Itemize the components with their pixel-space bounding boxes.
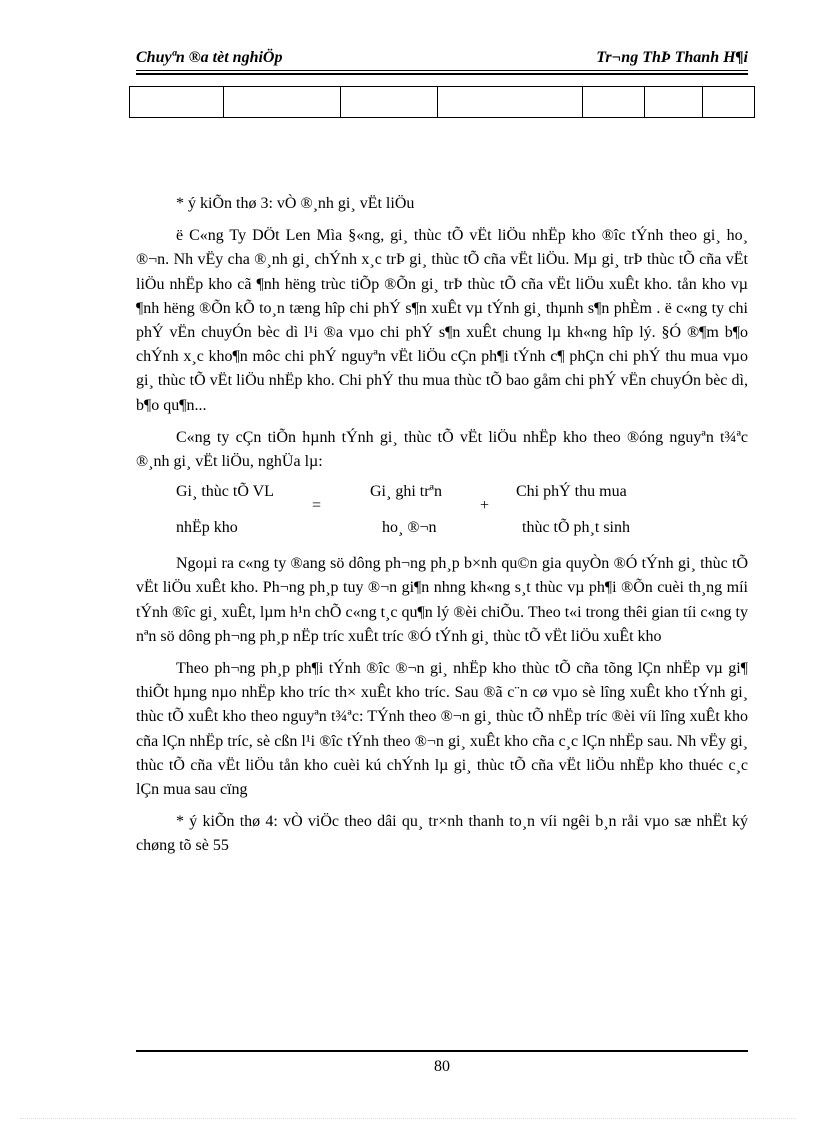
table-cell bbox=[341, 87, 438, 118]
formula-plus: + bbox=[480, 497, 490, 515]
page-edge bbox=[20, 1118, 796, 1119]
table-cell bbox=[224, 87, 341, 118]
paragraph: Theo ph¬ng ph¸p ph¶i tÝnh ®îc ®¬n gi¸ nhËp kho thùc tÕ cña tõng lÇn nhËp vµ gi¶ thiÕt hµng nµo nhËp kho tríc th× xuÊt kho tríc. Sau ®ã c¨n cø vµo sè lîng xuÊt kho tÝnh gi¸ thùc tÕ xuÊt kho theo nguyªn t¾ªc: TÝnh theo ®¬n gi¸ thùc tÕ nhËp tríc ®èi víi lîng xuÊt kho cña lÇn nhËp tríc, sè cßn l¹i ®îc tÝnh theo ®¬n gi¸ xuÊt kho cña c¸c lÇn nhËp sau. Nh vËy gi¸ thùc tÕ cña vËt liÖu tån kho cuèi kú chÝnh lµ gi¸ thùc tÕ cña vËt liÖu nhËp kho thuéc c¸c lÇn mua sau cïng bbox=[136, 660, 748, 799]
formula-term1-line2: nhËp kho bbox=[176, 519, 238, 537]
opinion-4-heading: * ý kiÕn thø 4: vÒ viÖc theo dâi qu¸ tr×nh thanh to¸n víi ngêi b¸n råi vµo sæ nhËt ký chøng tõ sè 55 bbox=[136, 813, 748, 855]
header-title: Chuyªn ®a tèt nghiÖp bbox=[136, 49, 283, 66]
formula-equals: = bbox=[312, 497, 322, 515]
paragraph: ë C«ng Ty DÖt Len Mìa §«ng, gi¸ thùc tÕ vËt liÖu nhËp kho ®îc tÝnh theo gi¸ ho¸ ®¬n. Nh vËy cha ®¸nh gi¸ chÝnh x¸c trÞ gi¸ thùc tÕ cña vËt liÖu. Mµ gi¸ trÞ thùc tÕ cña vËt liÖu nhËp kho cã ¶nh hëng trùc tiÕp ®Õn gi¸ trÞ thùc tÕ cña vËt liÖu xuÊt kho. tån kho vµ ¶nh hëng ®Õn kÕ to¸n tæng hîp chi phÝ s¶n xuÊt vµ tÝnh gi¸ thµnh s¶n phÈm . ë c«ng ty chi phÝ vËn chuyÓn bèc dì l¹i ®a vµo chi phÝ s¶n xuÊt chung lµ kh«ng hîp lý. §Ó ®¶m b¶o chÝnh x¸c kho¶n môc chi phÝ nguyªn vËt liÖu cÇn ph¶i tÝnh c¶ phÇn chi phÝ thu mua vµo gi¸ thùc tÕ vËt liÖu nhËp kho. Chi phÝ thu mua thùc tÕ bao gåm chi phÝ vËn chuyÓn bèc dì, b¶o qu¶n... bbox=[136, 227, 748, 414]
formula-term3-line2: thùc tÕ ph¸t sinh bbox=[522, 519, 630, 537]
paragraph: Ngoµi ra c«ng ty ®ang sö dông ph¬ng ph¸p b×nh qu©n gia quyÒn ®Ó tÝnh gi¸ thùc tÕ vËt liÖu xuÊt kho. Ph¬ng ph¸p tuy ®¬n gi¶n nhng kh«ng s¸t thùc vµ ph¶i ®Õn cuèi th¸ng míi tÝnh ®îc gi¸ xuÊt, lµm h¹n chÕ c«ng t¸c qu¶n lý ®èi chiÕu. Theo t«i trong thêi gian tíi c«ng ty nªn sö dông ph¬ng ph¸p nËp tríc xuÊt tríc ®Ó tÝnh gi¸ thùc tÕ vËt liÖu xuÊt kho bbox=[136, 555, 748, 645]
formula-term2-line2: ho¸ ®¬n bbox=[382, 519, 437, 537]
cost-formula bbox=[136, 478, 748, 544]
page-header bbox=[136, 47, 748, 69]
formula-term3-line1: Chi phÝ thu mua bbox=[516, 483, 627, 501]
footer-rule bbox=[136, 1050, 748, 1052]
table-fragment bbox=[129, 86, 755, 118]
table-cell bbox=[130, 87, 224, 118]
paragraph: C«ng ty cÇn tiÕn hµnh tÝnh gi¸ thùc tÕ vËt liÖu nhËp kho theo ®óng nguyªn t¾ªc ®¸nh gi¸ vËt liÖu, nghÜa lµ: bbox=[136, 428, 748, 471]
header-rule-thick bbox=[136, 73, 748, 75]
table-row bbox=[130, 87, 755, 118]
table-cell bbox=[703, 87, 755, 118]
formula-term1-line1: Gi¸ thùc tÕ VL bbox=[176, 483, 274, 501]
page-number: 80 bbox=[434, 1058, 450, 1075]
body-text bbox=[136, 192, 748, 867]
table-cell bbox=[583, 87, 645, 118]
table-cell bbox=[645, 87, 703, 118]
table-cell bbox=[438, 87, 583, 118]
opinion-3-heading: * ý kiÕn thø 3: vÒ ®¸nh gi¸ vËt liÖu bbox=[176, 195, 415, 212]
formula-term2-line1: Gi¸ ghi trªn bbox=[370, 483, 442, 501]
header-author: Tr¬ng ThÞ Thanh H¶i bbox=[596, 49, 748, 66]
header-rule bbox=[136, 70, 748, 71]
